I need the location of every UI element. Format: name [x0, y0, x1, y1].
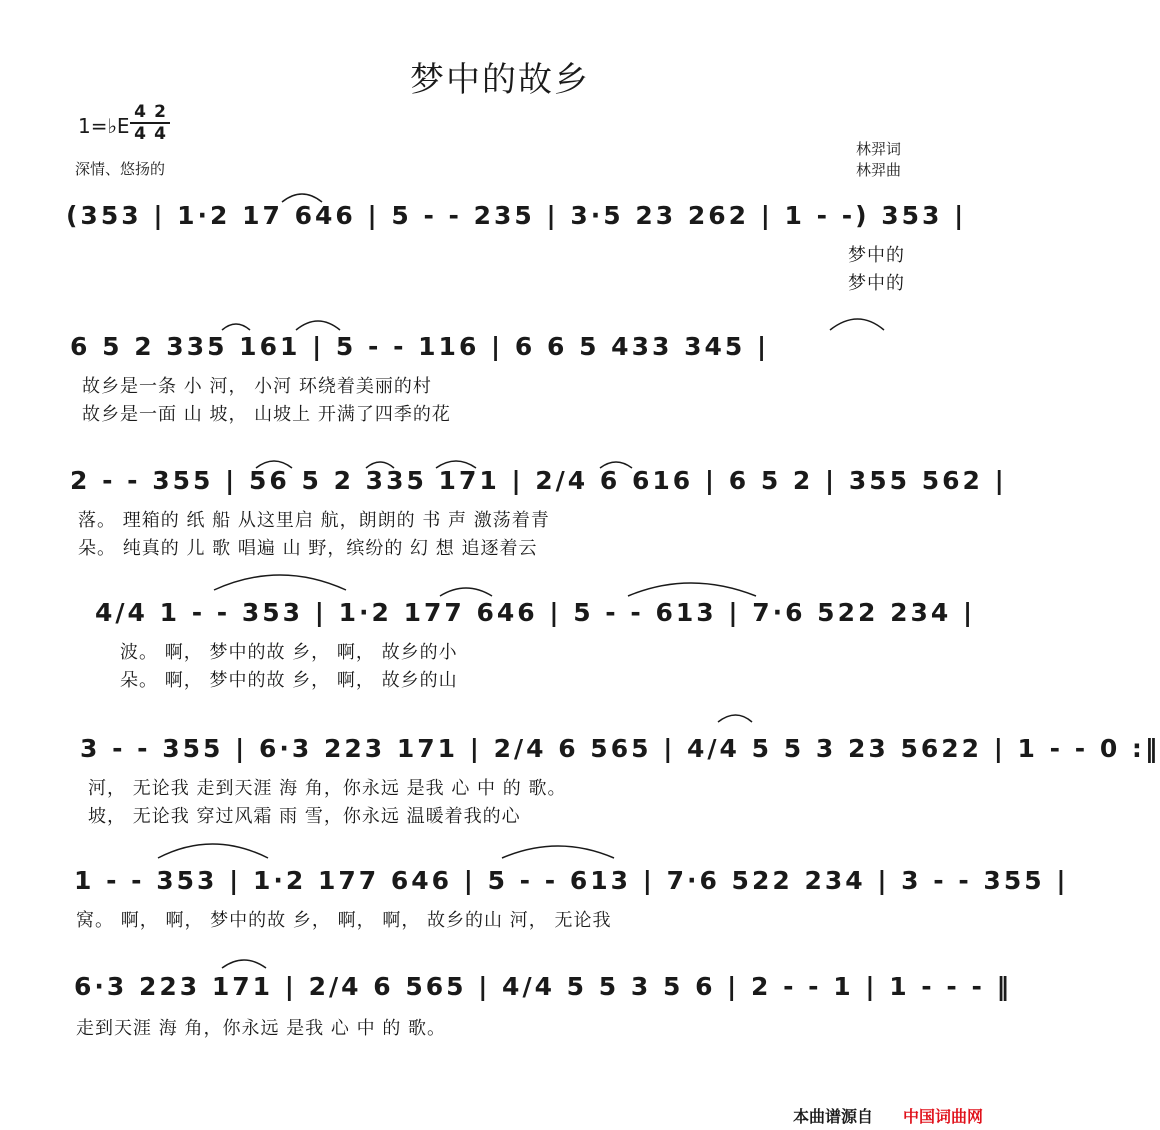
lyric-verse-1: 走到天涯 海 角，你永远 是我 心 中 的 歌。 — [76, 1018, 447, 1039]
lyric-verse-2: 梦中的 — [848, 273, 905, 294]
lyric-verse-1: 波。 啊， 梦中的故 乡， 啊， 故乡的小 — [120, 642, 458, 663]
lyricist-credit: 林羿词 — [856, 140, 902, 158]
meter-b-denominator: 4 — [150, 122, 170, 144]
key-signature: 1=♭E — [78, 114, 130, 138]
page-title: 梦中的故乡 — [410, 60, 590, 100]
lyric-verse-2: 坡， 无论我 穿过风霜 雨 雪，你永远 温暖着我的心 — [88, 806, 521, 827]
lyric-verse-1: 落。 理箱的 纸 船 从这里启 航，朗朗的 书 声 激荡着青 — [78, 510, 550, 531]
notation-line: 2 - - 355 | 56 5 2 335 171 | 2/4 6 616 | 6 5 2 | 355 562 | — [70, 466, 1007, 495]
notation-line: 6 5 2 335 161 | 5 - - 116 | 6 6 5 433 345 | — [70, 332, 770, 361]
lyric-verse-2: 朵。 啊， 梦中的故 乡， 啊， 故乡的山 — [120, 670, 458, 691]
lyric-verse-1: 故乡是一条 小 河， 小河 环绕着美丽的村 — [82, 376, 432, 397]
tempo-marking: 深情、悠扬的 — [75, 160, 166, 178]
lyric-verse-1: 河， 无论我 走到天涯 海 角，你永远 是我 心 中 的 歌。 — [88, 778, 567, 799]
meter-a-numerator: 4 — [134, 102, 146, 122]
lyric-verse-1: 梦中的 — [848, 245, 905, 266]
notation-line: (353 | 1·2 17 646 | 5 - - 235 | 3·5 23 262 | 1 - -) 353 | — [66, 201, 967, 230]
source-label: 本曲谱源自 — [793, 1107, 874, 1126]
notation-line: 4/4 1 - - 353 | 1·2 177 646 | 5 - - 613 | 7·6 522 234 | — [95, 598, 976, 627]
lyric-verse-2: 朵。 纯真的 儿 歌 唱遍 山 野，缤纷的 幻 想 追逐着云 — [78, 538, 538, 559]
meter-b-numerator: 2 — [154, 102, 166, 122]
notation-line: 6·3 223 171 | 2/4 6 565 | 4/4 5 5 3 5 6 | 2 - - 1 | 1 - - - ‖ — [74, 972, 1013, 1001]
notation-line: 1 - - 353 | 1·2 177 646 | 5 - - 613 | 7·6 522 234 | 3 - - 355 | — [74, 866, 1069, 895]
lyric-verse-1: 窝。 啊， 啊， 梦中的故 乡， 啊， 啊， 故乡的山 河， 无论我 — [76, 910, 612, 931]
site-name[interactable]: 中国词曲网 — [903, 1107, 984, 1126]
lyric-verse-2: 故乡是一面 山 坡， 山坡上 开满了四季的花 — [82, 404, 451, 425]
notation-line: 3 - - 355 | 6·3 223 171 | 2/4 6 565 | 4/4 5 5 3 23 5622 | 1 - - 0 :‖ — [80, 734, 1160, 763]
meter-a-denominator: 4 — [130, 122, 150, 144]
composer-credit: 林羿曲 — [856, 161, 902, 179]
